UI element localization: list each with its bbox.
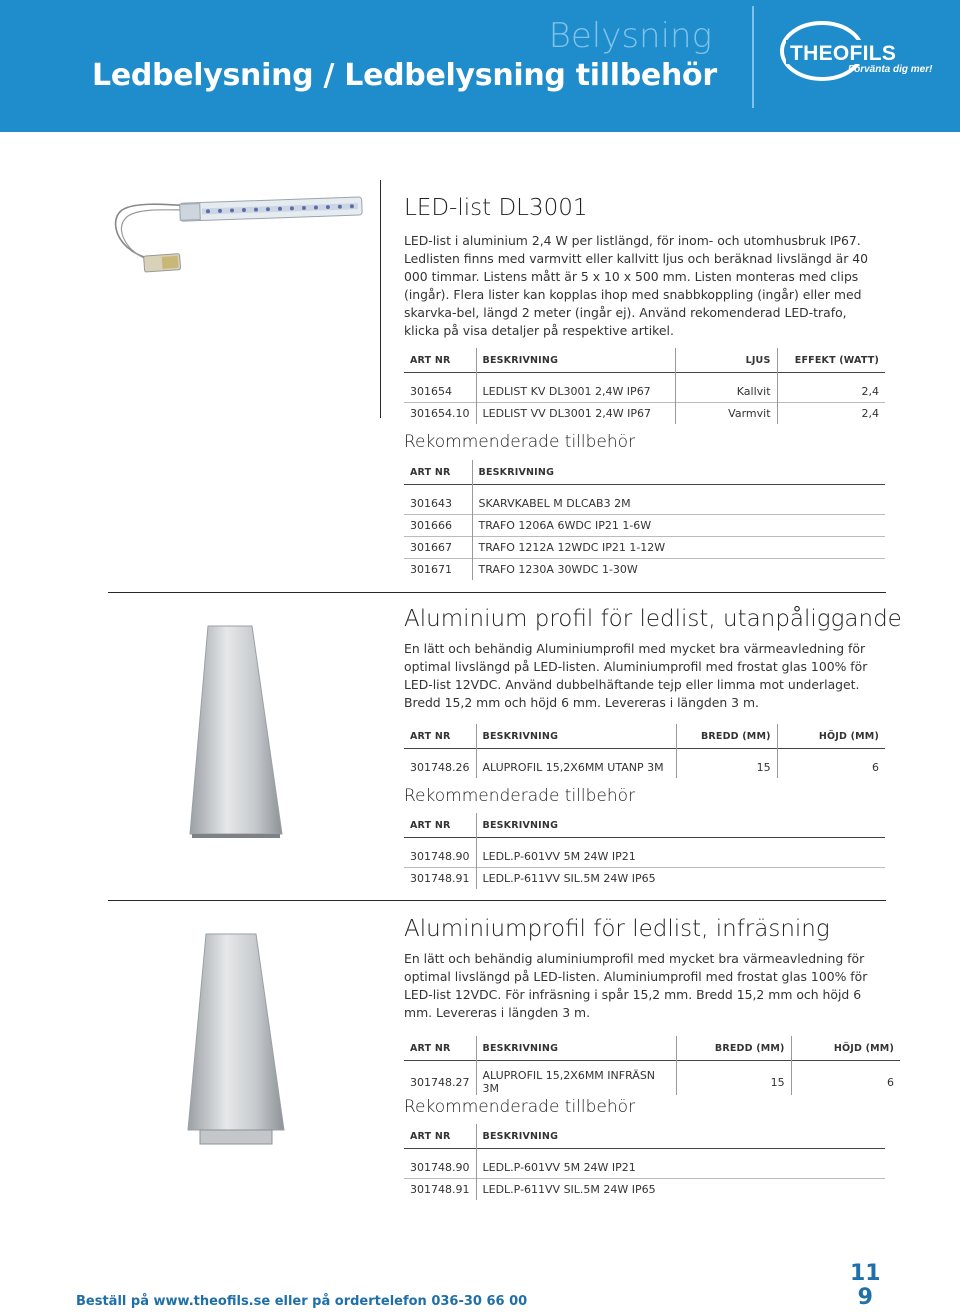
led-list-image (104, 186, 366, 276)
art-nr-cell: 301654.10 (410, 407, 470, 420)
art-nr-cell: 301748.90 (410, 1161, 470, 1174)
table-row (404, 1157, 885, 1179)
theofils-logo (778, 20, 938, 82)
table-row (404, 868, 885, 890)
art-nr-cell: 301748.26 (410, 761, 470, 774)
table-row (404, 1069, 900, 1095)
description-cell: LEDL.P-611VV SIL.5M 24W IP65 (476, 868, 885, 890)
column-header: ART NR (410, 1042, 451, 1054)
description-cell: SKARVKABEL M DLCAB3 2M (472, 493, 885, 515)
table-row (404, 757, 885, 778)
column-header: ART NR (410, 466, 451, 478)
logo-tagline: Förvänta dig mer! (848, 64, 933, 75)
table-row (404, 1179, 885, 1201)
column-header: ART NR (410, 819, 451, 831)
product-table (404, 1036, 900, 1095)
column-header: BESKRIVNING (476, 1036, 676, 1061)
light-cell: Varmvit (676, 403, 777, 425)
table-row (404, 559, 885, 581)
art-nr-cell: 301748.90 (410, 850, 470, 863)
page-number (850, 1262, 881, 1310)
power-cell: 2,4 (777, 403, 885, 425)
aluminium-profile-image (186, 622, 286, 838)
section-divider-vertical (380, 180, 381, 418)
column-header: BESKRIVNING (476, 1124, 885, 1149)
description-cell: ALUPROFIL 15,2X6MM UTANP 3M (476, 757, 676, 778)
column-header: BESKRIVNING (476, 813, 885, 838)
height-cell: 6 (777, 757, 885, 778)
accessories-table (404, 813, 885, 889)
art-nr-cell: 301748.91 (410, 872, 470, 885)
art-nr-cell: 301748.91 (410, 1183, 470, 1196)
accessories-table (404, 460, 885, 580)
page-number-top: 11 (850, 1261, 881, 1286)
height-cell: 6 (791, 1069, 900, 1095)
description-cell: LEDL.P-611VV SIL.5M 24W IP65 (476, 1179, 885, 1201)
table-row (404, 846, 885, 868)
art-nr-cell: 301748.27 (410, 1075, 470, 1089)
description-cell: TRAFO 1212A 12WDC IP21 1-12W (472, 537, 885, 559)
page-number-bottom: 9 (857, 1285, 873, 1310)
column-header: LJUS (676, 348, 777, 373)
description-cell: LEDL.P-601VV 5M 24W IP21 (476, 1157, 885, 1179)
product-table (404, 348, 885, 424)
width-cell: 15 (676, 757, 777, 778)
accessories-title: Rekommenderade tillbehör (404, 786, 636, 806)
table-row (404, 515, 885, 537)
logo-text: THEOFILS (790, 42, 897, 65)
category-label: Belysning (548, 16, 712, 56)
art-nr-cell: 301667 (410, 541, 452, 554)
width-cell: 15 (676, 1069, 791, 1095)
section-separator (108, 592, 886, 593)
section-title: Aluminium profil för ledlist, utanpåliggande (404, 606, 902, 632)
table-row (404, 493, 885, 515)
description-cell: TRAFO 1230A 30WDC 1-30W (472, 559, 885, 581)
art-nr-cell: 301654 (410, 385, 452, 398)
table-row (404, 403, 885, 425)
column-header: ART NR (410, 730, 451, 742)
section-description: En lätt och behändig aluminiumprofil med mycket bra värmeavledning för optimal livslängd på LED-listen. Aluminiumprofil med frostat glas 100% för LED-list 12VDC. För infräsning i spår 15,2 mm. Bredd 15,2 mm och höjd 6 mm. Levereras i längden 3 m. (404, 951, 868, 1020)
aluminium-profile-inset-image (186, 930, 286, 1146)
art-nr-cell: 301666 (410, 519, 452, 532)
page-header (0, 0, 960, 132)
table-row (404, 537, 885, 559)
page-title: Ledbelysning / Ledbelysning tillbehör (92, 58, 717, 93)
column-header: BREDD (MM) (676, 724, 777, 749)
column-header: HÖJD (MM) (791, 1036, 900, 1061)
accessories-table (404, 1124, 885, 1200)
description-cell: LEDLIST KV DL3001 2,4W IP67 (476, 381, 676, 403)
accessories-title: Rekommenderade tillbehör (404, 1097, 636, 1117)
header-divider (752, 6, 754, 108)
product-table (404, 724, 885, 778)
section-description: LED-list i aluminium 2,4 W per listlängd, för inom- och utomhusbruk IP67. Ledlisten finns med varmvitt eller kallvitt ljus och beräknad livslängd är 40 000 timmar. Listens mått är 5 x 10 x 500 mm. Listen monteras med clips (ingår). Flera lister kan kopplas ihop med snabbkoppling (ingår) eller med skarvka-bel, längd 2 meter (ingår ej). Använd rekomenderad LED-trafo, klicka på visa detaljer på respektive artikel. (404, 233, 869, 338)
description-cell: LEDL.P-601VV 5M 24W IP21 (476, 846, 885, 868)
section-title: Aluminiumprofil för ledlist, infräsning (404, 916, 830, 942)
art-nr-cell: 301643 (410, 497, 452, 510)
accessories-title: Rekommenderade tillbehör (404, 432, 636, 452)
footer-order-text: Beställ på www.theofils.se eller på ordertelefon 036-30 66 00 (76, 1294, 528, 1309)
section-separator (108, 900, 886, 901)
description-cell: LEDLIST VV DL3001 2,4W IP67 (476, 403, 676, 425)
column-header: HÖJD (MM) (777, 724, 885, 749)
art-nr-cell: 301671 (410, 563, 452, 576)
column-header: BESKRIVNING (472, 460, 885, 485)
description-cell: TRAFO 1206A 6WDC IP21 1-6W (472, 515, 885, 537)
table-row (404, 381, 885, 403)
light-cell: Kallvit (676, 381, 777, 403)
column-header: BREDD (MM) (676, 1036, 791, 1061)
power-cell: 2,4 (777, 381, 885, 403)
column-header: EFFEKT (WATT) (777, 348, 885, 373)
section-description: En lätt och behändig Aluminiumprofil med mycket bra värmeavledning för optimal livslängd på LED-listen. Aluminiumprofil med frostat glas 100% för LED-list 12VDC. Använd dubbelhäftande tejp eller limma mot underlaget. Bredd 15,2 mm och höjd 6 mm. Levereras i längden 3 m. (404, 641, 868, 710)
section-title: LED-list DL3001 (404, 195, 588, 221)
column-header: ART NR (410, 1130, 451, 1142)
column-header: ART NR (410, 354, 451, 366)
column-header: BESKRIVNING (476, 348, 676, 373)
description-cell: ALUPROFIL 15,2X6MM INFRÄSN 3M (476, 1069, 676, 1095)
column-header: BESKRIVNING (476, 724, 676, 749)
